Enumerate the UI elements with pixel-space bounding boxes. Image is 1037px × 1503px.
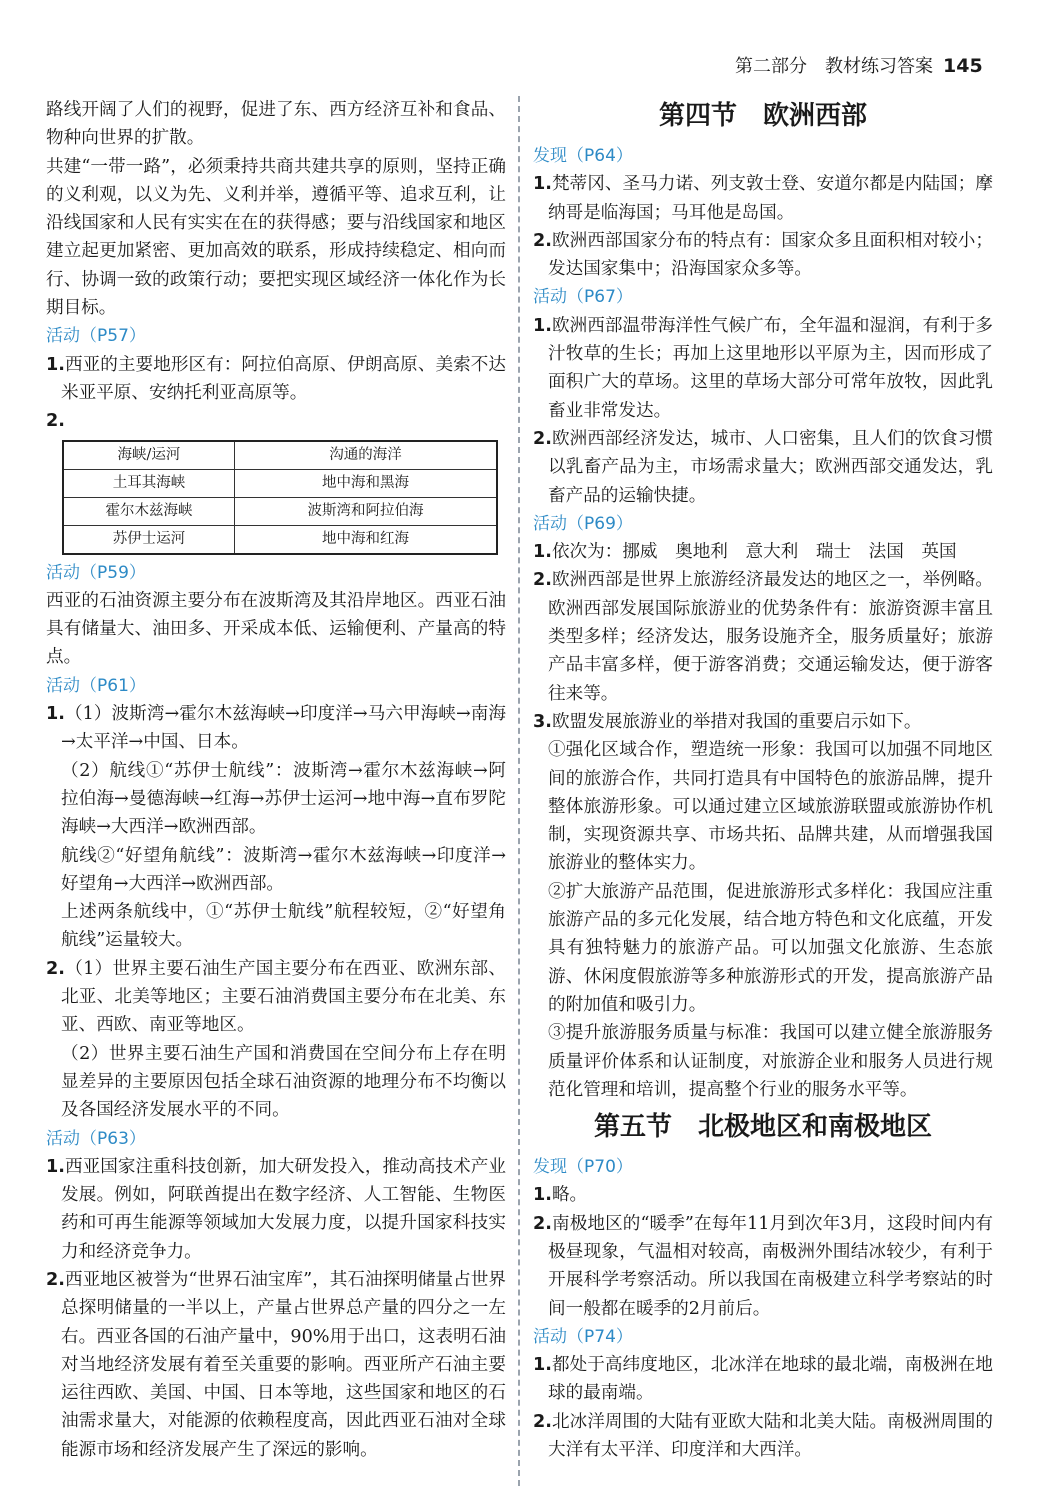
answer-item <box>533 425 993 510</box>
item-number: 1. <box>533 315 552 336</box>
item-number: 2. <box>46 411 65 432</box>
right-column <box>533 93 993 1464</box>
page-header <box>735 52 997 80</box>
answer-item <box>46 1153 506 1266</box>
header-section: 第二部分 教材练习答案 <box>735 56 933 77</box>
page-number: 145 <box>943 55 983 77</box>
answer-paragraph: 西亚的石油资源主要分布在波斯湾及其沿岸地区。西亚石油具有储量大、油田多、开采成本低、运输便利、产量高的特点。 <box>46 590 506 668</box>
section-title-5: 第五节 北极地区和南极地区 <box>593 1112 932 1143</box>
item-text: 西亚国家注重科技创新，加大研发投入，推动高技术产业发展。例如，阿联酋提出在数字经济、人工智能、生物医药和可再生能源等领域加大发展力度，以提升国家科技实力和经济竞争力。 <box>61 1156 506 1262</box>
item-text: 欧洲西部是世界上旅游经济最发达的地区之一，举例略。欧洲西部发展国际旅游业的优势条件有：旅游资源丰富且类型多样；经济发达，服务设施齐全，服务质量好；旅游产品丰富多样，便于游客消费；交通运输发达，便于游客往来等。 <box>548 570 993 704</box>
answer-subparagraph: 上述两条航线中，①“苏伊士航线”航程较短，②“好望角航线”运量较大。 <box>61 902 506 951</box>
answer-subparagraph: （2）航线①“苏伊士航线”：波斯湾→霍尔木兹海峡→阿拉伯海→曼德海峡→红海→苏伊士运河→地中海→直布罗陀海峡→大西洋→欧洲西部。 <box>61 760 506 838</box>
answer-item <box>533 227 993 284</box>
activity-label-p74: 活动（P74） <box>533 1326 633 1347</box>
item-text: 西亚的主要地形区有：阿拉伯高原、伊朗高原、美索不达米亚平原、安纳托利亚高原等。 <box>61 354 506 403</box>
item-number: 2. <box>533 230 552 251</box>
table-cell: 地中海和红海 <box>235 525 498 554</box>
column-divider <box>518 96 520 1486</box>
section-title-4: 第四节 欧洲西部 <box>658 101 867 131</box>
item-number: 1. <box>533 1355 552 1376</box>
answer-item <box>533 1210 993 1323</box>
item-number: 3. <box>533 711 552 732</box>
item-number: 1. <box>46 354 65 375</box>
item-number: 1. <box>46 704 65 725</box>
table-row <box>63 497 497 525</box>
item-number: 1. <box>533 1185 552 1206</box>
item-text: 北冰洋周围的大陆有亚欧大陆和北美大陆。南极洲周围的大洋有太平洋、印度洋和大西洋。 <box>548 1411 993 1461</box>
item-number: 2. <box>533 428 552 449</box>
left-column <box>46 96 506 1464</box>
answer-subparagraph: ①强化区域合作，塑造统一形象：我国可以加强不同地区间的旅游合作，共同打造具有中国特色的旅游品牌，提升整体旅游形象。可以通过建立区域旅游联盟或旅游协作机制，实现资源共享、市场共拓、品牌共建，从而增强我国旅游业的整体实力。 <box>548 740 993 874</box>
answer-item <box>46 955 506 1040</box>
item-number: 2. <box>46 1269 65 1290</box>
answer-item <box>46 351 506 408</box>
strait-table <box>62 440 498 555</box>
item-number: 2. <box>533 1213 552 1234</box>
answer-item <box>46 700 506 757</box>
item-text: 欧盟发展旅游业的举措对我国的重要启示如下。 <box>551 711 922 732</box>
activity-label-p57: 活动（P57） <box>46 326 146 347</box>
answer-item <box>533 708 993 736</box>
item-number: 1. <box>533 174 552 195</box>
item-text: 略。 <box>551 1185 588 1206</box>
answer-subparagraph: 航线②“好望角航线”：波斯湾→霍尔木兹海峡→印度洋→好望角→大西洋→欧洲西部。 <box>61 845 506 894</box>
table-cell: 苏伊士运河 <box>63 525 235 554</box>
activity-label-p67: 活动（P67） <box>533 287 633 308</box>
activity-label-p61: 活动（P61） <box>46 675 146 696</box>
item-number: 1. <box>46 1156 65 1177</box>
table-cell: 霍尔木兹海峡 <box>63 497 235 525</box>
table-header-row <box>63 441 497 470</box>
table-cell: 波斯湾和阿拉伯海 <box>235 497 498 525</box>
item-text: 南极地区的“暖季”在每年11月到次年3月，这段时间内有极昼现象，气温相对较高，南极洲外围结冰较少，有利于开展科学考察活动。所以我国在南极建立科学考察站的时间一般都在暖季的2月前后。 <box>548 1213 993 1319</box>
answer-item <box>533 1351 993 1408</box>
item-text: 西亚地区被誉为“世界石油宝库”，其石油探明储量占世界总探明储量的一半以上，产量占世界总产量的四分之一左右。西亚各国的石油产量中，90%用于出口，这表明石油对当地经济发展有着至关重要的影响。西亚所产石油主要运往西欧、美国、中国、日本等地，这些国家和地区的石油需求量大，对能源的依赖程度高，因此西亚石油对全球能源市场和经济发展产生了深远的影响。 <box>61 1269 506 1460</box>
answer-item <box>533 566 993 707</box>
item-text: 都处于高纬度地区，北冰洋在地球的最北端，南极洲在地球的最南端。 <box>548 1355 993 1404</box>
answer-subparagraph: ③提升旅游服务质量与标准：我国可以建立健全旅游服务质量评价体系和认证制度，对旅游企业和服务人员进行规范化管理和培训，提高整个行业的服务水平等。 <box>548 1023 993 1100</box>
answer-item <box>533 538 993 566</box>
answer-item <box>533 312 993 425</box>
table-cell: 地中海和黑海 <box>235 469 498 497</box>
item-text: 欧洲西部经济发达，城市、人口密集，且人们的饮食习惯以乳畜产品为主，市场需求量大；欧洲西部交通发达，乳畜产品的运输快捷。 <box>548 428 993 506</box>
answer-item <box>533 1181 993 1209</box>
discovery-label-p70: 发现（P70） <box>533 1157 633 1178</box>
table-row <box>63 525 497 554</box>
intro-paragraph-2: 共建“一带一路”，必须秉持共商共建共享的原则，坚持正确的义利观，以义为先、义利并举，遵循平等、追求互利，让沿线国家和人民有实实在在的获得感；要与沿线国家和地区建立起更加紧密、更加高效的联系，形成持续稳定、相向而行、协调一致的政策行动；要把实现区域经济一体化作为长期目标。 <box>46 156 506 319</box>
item-text: （1）世界主要石油生产国主要分布在西亚、欧洲东部、北亚、北美等地区；主要石油消费国主要分布在北美、东亚、西欧、南亚等地区。 <box>61 958 506 1036</box>
table-row <box>63 469 497 497</box>
item-number: 2. <box>533 570 552 591</box>
activity-label-p63: 活动（P63） <box>46 1128 146 1149</box>
item-number: 2. <box>533 1411 552 1432</box>
table-cell: 土耳其海峡 <box>63 469 235 497</box>
table-header-cell: 沟通的海洋 <box>235 441 498 470</box>
item-text: 依次为：挪威 奥地利 意大利 瑞士 法国 英国 <box>551 542 957 563</box>
table-header-cell: 海峡/运河 <box>63 441 235 470</box>
answer-item <box>46 407 506 435</box>
discovery-label-p64: 发现（P64） <box>533 146 633 166</box>
answer-item <box>533 170 993 227</box>
intro-paragraph-1: 路线开阔了人们的视野，促进了东、西方经济互补和食品、物种向世界的扩散。 <box>46 100 506 149</box>
answer-subparagraph: （2）世界主要石油生产国和消费国在空间分布上存在明显差异的主要原因包括全球石油资源的地理分布不均衡以及各国经济发展水平的不同。 <box>61 1043 506 1121</box>
item-number: 2. <box>46 958 65 979</box>
item-text: 欧洲西部温带海洋性气候广布，全年温和湿润，有利于多汁牧草的生长；再加上这里地形以平原为主，因而形成了面积广大的草场。这里的草场大部分可常年放牧，因此乳畜业非常发达。 <box>548 315 993 421</box>
answer-item <box>46 1266 506 1464</box>
answer-item <box>533 1408 993 1465</box>
answer-subparagraph: ②扩大旅游产品范围，促进旅游形式多样化：我国应注重旅游产品的多元化发展，结合地方特色和文化底蕴，开发具有独特魅力的旅游产品。可以加强文化旅游、生态旅游、休闲度假旅游等多种旅游形式的开发，提高旅游产品的附加值和吸引力。 <box>548 881 993 1015</box>
activity-label-p59: 活动（P59） <box>46 562 146 583</box>
activity-label-p69: 活动（P69） <box>533 513 633 534</box>
item-text: 欧洲西部国家分布的特点有：国家众多且面积相对较小；发达国家集中；沿海国家众多等。 <box>548 230 993 280</box>
item-text: （1）波斯湾→霍尔木兹海峡→印度洋→马六甲海峡→南海→太平洋→中国、日本。 <box>61 704 506 753</box>
item-text: 梵蒂冈、圣马力诺、列支敦士登、安道尔都是内陆国；摩纳哥是临海国；马耳他是岛国。 <box>548 174 993 223</box>
item-number: 1. <box>533 542 552 563</box>
